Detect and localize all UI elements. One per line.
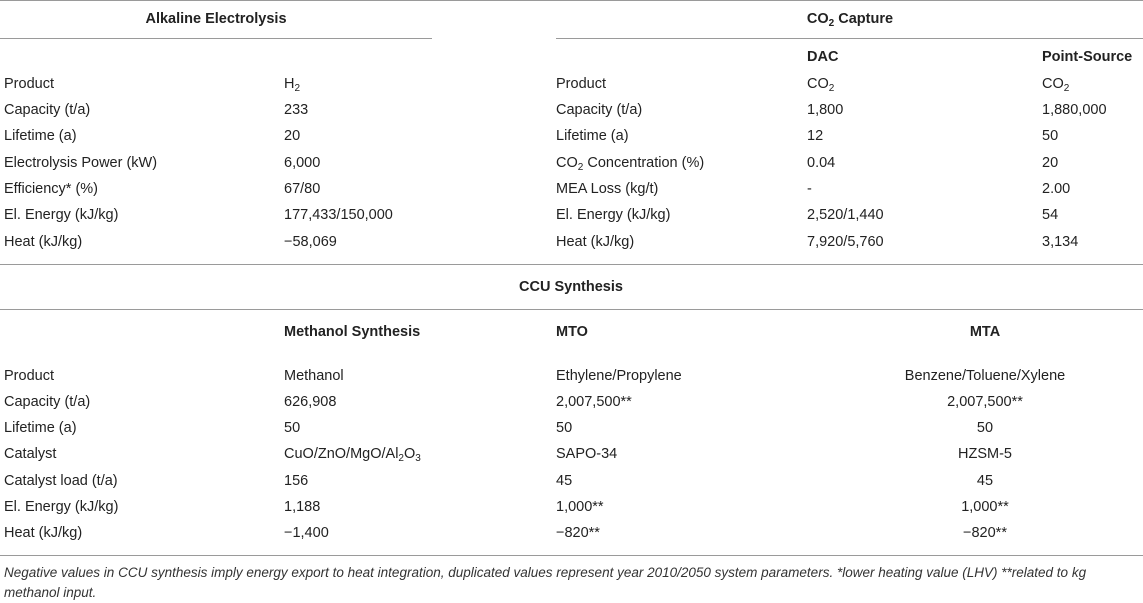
alkaline-title: Alkaline Electrolysis <box>145 11 287 27</box>
ccu-methanol-0: Methanol <box>284 368 344 384</box>
alkaline-value-2: 20 <box>284 128 301 144</box>
co2-label-0: Product <box>556 76 606 92</box>
ccu-label-6: Heat (kJ/kg) <box>4 525 83 541</box>
co2-dac-5: 2,520/1,440 <box>807 207 884 223</box>
ccu-methanol-5: 1,188 <box>284 499 321 515</box>
ccu-mto-5: 1,000** <box>556 499 604 515</box>
alkaline-label-4: Efficiency* (%) <box>4 181 99 197</box>
table-footnote: Negative values in CCU synthesis imply energy export to heat integration, duplicated values represent year 2010/2050 system parameters. *lower heating value (LHV) **related to kg methanol input. <box>4 565 1087 600</box>
co2-point-4: 2.00 <box>1042 181 1071 197</box>
ccu-methanol-6: −1,400 <box>284 525 329 541</box>
co2-label-4: MEA Loss (kg/t) <box>556 181 659 197</box>
rule-upper-bottom <box>0 264 1143 265</box>
ccu-label-3: Catalyst <box>4 446 57 462</box>
co2-dac-4: - <box>807 181 812 197</box>
ccu-mto-0: Ethylene/Propylene <box>556 368 682 384</box>
co2-dac-1: 1,800 <box>807 102 844 118</box>
alkaline-label-1: Capacity (t/a) <box>4 102 91 118</box>
alkaline-value-6: −58,069 <box>284 234 337 250</box>
ccu-mta-0: Benzene/Toluene/Xylene <box>904 368 1066 384</box>
ccu-label-1: Capacity (t/a) <box>4 394 91 410</box>
ccu-mto-3: SAPO-34 <box>556 446 618 462</box>
alkaline-label-3: Electrolysis Power (kW) <box>4 155 158 171</box>
alkaline-value-3: 6,000 <box>284 155 321 171</box>
co2-point-0: $CO_2$ <box>1042 76 1070 94</box>
co2-dac-6: 7,920/5,760 <box>807 234 884 250</box>
co2-col-dac: DAC <box>807 49 839 65</box>
ccu-methanol-2: 50 <box>284 420 301 436</box>
rule-bottom <box>0 555 1143 556</box>
co2-dac-0: $CO_2$ <box>807 76 835 94</box>
rule-top <box>0 0 1143 1</box>
co2-label-3: $CO_2$ Concentration (%) <box>556 155 705 173</box>
ccu-title: CCU Synthesis <box>519 279 623 295</box>
alkaline-label-5: El. Energy (kJ/kg) <box>4 207 119 223</box>
co2-point-5: 54 <box>1042 207 1059 223</box>
co2-dac-2: 12 <box>807 128 824 144</box>
ccu-mto-6: −820** <box>556 525 600 541</box>
ccu-mta-1: 2,007,500** <box>947 394 1023 410</box>
rule-ccu-header <box>0 309 1143 310</box>
co2-label-5: El. Energy (kJ/kg) <box>556 207 671 223</box>
co2-label-6: Heat (kJ/kg) <box>556 234 635 250</box>
ccu-methanol-1: 626,908 <box>284 394 337 410</box>
co2-title: $CO_2$ Capture <box>806 11 894 29</box>
rule-co2-header <box>556 38 1143 39</box>
alkaline-value-0: $H_2$ <box>284 76 301 94</box>
alkaline-value-5: 177,433/150,000 <box>284 207 393 223</box>
co2-point-1: 1,880,000 <box>1042 102 1107 118</box>
ccu-label-4: Catalyst load (t/a) <box>4 473 118 489</box>
ccu-label-5: El. Energy (kJ/kg) <box>4 499 119 515</box>
ccu-methanol-4: 156 <box>284 473 309 489</box>
ccu-mta-2: 50 <box>976 420 994 436</box>
ccu-methanol-3: CuO/$ZnO/MgO/Al_2O_3$ <box>284 446 421 464</box>
ccu-label-2: Lifetime (a) <box>4 420 77 436</box>
ccu-mto-2: 50 <box>556 420 573 436</box>
ccu-mta-5: 1,000** <box>961 499 1009 515</box>
co2-point-6: 3,134 <box>1042 234 1079 250</box>
ccu-mta-4: 45 <box>976 473 994 489</box>
co2-point-2: 50 <box>1042 128 1059 144</box>
ccu-col-methanol: Methanol Synthesis <box>284 324 421 340</box>
alkaline-label-6: Heat (kJ/kg) <box>4 234 83 250</box>
alkaline-value-4: 67/80 <box>284 181 321 197</box>
ccu-label-0: Product <box>4 368 54 384</box>
ccu-col-mto: MTO <box>556 324 588 340</box>
co2-dac-3: 0.04 <box>807 155 836 171</box>
co2-point-3: 20 <box>1042 155 1059 171</box>
ccu-mta-6: −820** <box>963 525 1007 541</box>
co2-label-1: Capacity (t/a) <box>556 102 643 118</box>
alkaline-label-2: Lifetime (a) <box>4 128 77 144</box>
co2-col-point-source: Point-Source <box>1042 49 1133 65</box>
alkaline-label-0: Product <box>4 76 54 92</box>
ccu-col-mta: MTA <box>969 324 1001 340</box>
ccu-mto-4: 45 <box>556 473 573 489</box>
alkaline-value-1: 233 <box>284 102 309 118</box>
ccu-mto-1: 2,007,500** <box>556 394 632 410</box>
co2-label-2: Lifetime (a) <box>556 128 629 144</box>
rule-alkaline-header <box>0 38 432 39</box>
ccu-mta-3: HZSM-5 <box>958 446 1012 462</box>
